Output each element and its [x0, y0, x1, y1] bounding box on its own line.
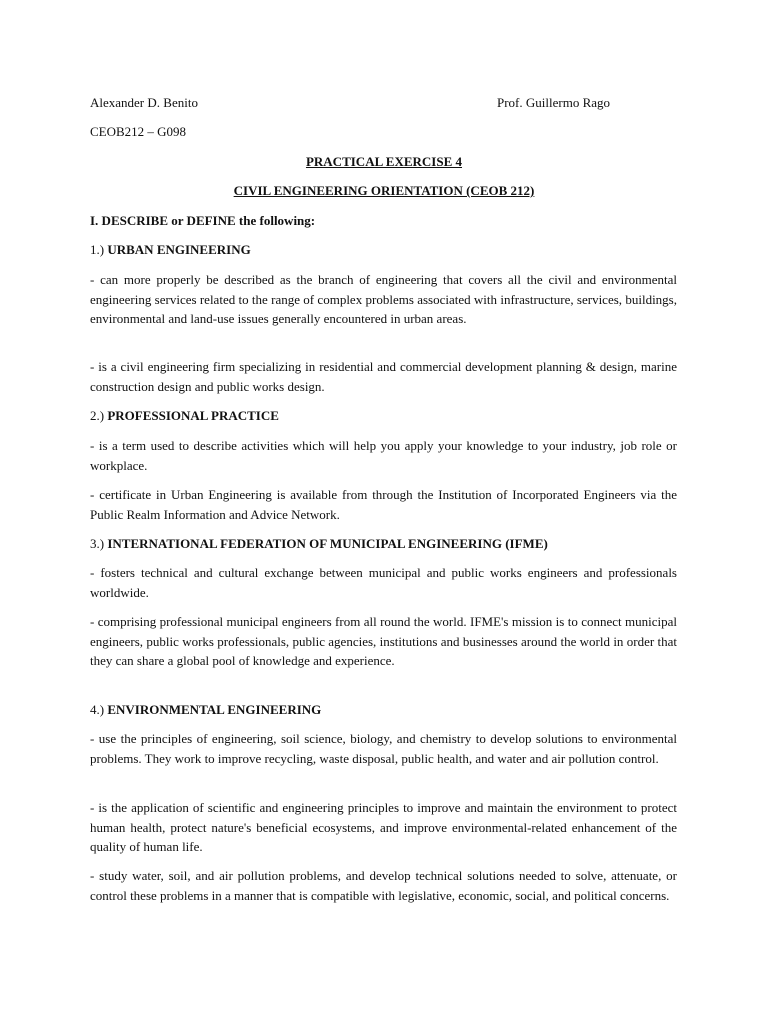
item-heading-text: ENVIRONMENTAL ENGINEERING	[107, 702, 322, 717]
definition-paragraph: - study water, soil, and air pollution problems, and develop technical solutions needed to solve, attenuate, or control these problems in a manner that is compatible with legislative, economic, social, and political concerns.	[90, 868, 677, 903]
item-heading-text: URBAN ENGINEERING	[107, 242, 251, 257]
exercise-title: PRACTICAL EXERCISE 4	[305, 154, 463, 169]
definition-paragraph: - can more properly be described as the branch of engineering that covers all the civil and environmental engineering services related to the range of complex problems associated with infrastructure, services, buildings, environmental and land-use issues generally encountered in urban areas.	[90, 272, 677, 326]
definition-paragraph: - certificate in Urban Engineering is available from through the Institution of Incorporated Engineers via the Public Realm Information and Advice Network.	[90, 487, 677, 522]
item-number: 1.)	[90, 242, 108, 257]
item-number: 4.)	[90, 702, 108, 717]
definition-paragraph: - is a term used to describe activities which will help you apply your knowledge to your industry, job role or workplace.	[90, 438, 677, 473]
definition-paragraph: - is a civil engineering firm specializing in residential and commercial development planning & design, marine construction design and public works design.	[90, 359, 677, 394]
student-name: Alexander D. Benito	[90, 95, 198, 110]
course-code: CEOB212 – G098	[90, 124, 187, 139]
item-heading-urban-engineering	[90, 240, 251, 260]
item-heading-ifme	[90, 534, 548, 554]
instruction-heading: I. DESCRIBE or DEFINE the following:	[90, 213, 316, 228]
item-heading-professional-practice	[90, 406, 279, 426]
course-title: CIVIL ENGINEERING ORIENTATION (CEOB 212)	[233, 183, 535, 198]
item-heading-text: PROFESSIONAL PRACTICE	[107, 408, 279, 423]
item-heading-environmental-engineering	[90, 700, 321, 720]
item-number: 3.)	[90, 536, 108, 551]
professor-name: Prof. Guillermo Rago	[497, 95, 611, 110]
definition-paragraph: - fosters technical and cultural exchange between municipal and public works engineers and professionals worldwide.	[90, 565, 677, 600]
definition-paragraph: - comprising professional municipal engineers from all round the world. IFME's mission is to connect municipal engineers, public works professionals, public agencies, institutions and businesses around the world in order that they can share a global pool of knowledge and experience.	[90, 614, 677, 668]
definition-paragraph: - use the principles of engineering, soil science, biology, and chemistry to develop solutions to environmental problems. They work to improve recycling, waste disposal, public health, and water and air pollution control.	[90, 731, 677, 766]
item-heading-text: INTERNATIONAL FEDERATION OF MUNICIPAL ENGINEERING (IFME)	[107, 536, 548, 551]
item-number: 2.)	[90, 408, 108, 423]
definition-paragraph: - is the application of scientific and engineering principles to improve and maintain the environment to protect human health, protect nature's beneficial ecosystems, and improve environmental-related enhancement of the quality of human life.	[90, 800, 677, 854]
